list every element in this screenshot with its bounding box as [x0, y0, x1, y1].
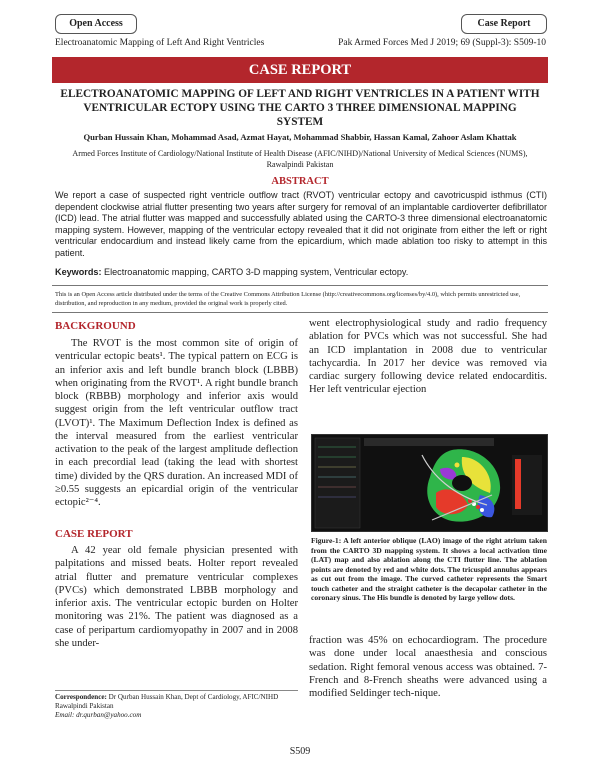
abstract-heading: ABSTRACT [271, 176, 329, 187]
divider-bottom [52, 312, 548, 313]
open-access-badge: Open Access [55, 14, 137, 34]
case-report-badge: Case Report [461, 14, 547, 34]
background-text: The RVOT is the most common site of origin of ventricular ectopic beats¹. The typical pattern on ECG is an inferior axis and left bundle branch block (LBBB) when originating from the RVOT¹. A right bundle branch block (RBBB) morphology and inferior axis would suggest origin from the left ventricular outflow tract (LVOT)¹. The Maximum Deflection Index is defined as the interval measured from the earliest ventricular activation to the peak of the largest amplitude deflection in each precordial lead (taking the lead with shortest time) divided by the QRS duration. An increased MDI of ≥0.55 suggests an epicardial origin of the ventricular ectopic²⁻⁴. [55, 338, 298, 508]
keywords-label: Keywords: [55, 267, 102, 277]
right-column-text: went electrophysiological study and radio frequency ablation for PVCs which was not successful. She had an ICD implantation in 2008 due to ventricular tachycardia. In 2017 her device was removed via cardiac surgery following device related endocarditis. Her left ventricular ejection [309, 318, 547, 396]
page-number: S509 [289, 746, 311, 757]
correspondence-text: Dr Qurban Hussain Khan, Dept of Cardiology, AFIC/NIHD Rawalpindi Pakistan [55, 693, 279, 711]
figure-caption: Figure-1: A left anterior oblique (LAO) image of the right atrium taken from the CARTO 3D mapping system. It shows a local activation time (LAT) map and also ablation along the CTI flutter line. The ablation points are denoted by red and white dots. The tricuspid annulus appears as cut out from the image. The curved catheter represents the Smart touch catheter and the straight catheter is the decapolar catheter in the coronary sinus. The His bundle is denoted by large yellow dots. [311, 536, 547, 602]
footnote-rule [55, 690, 298, 691]
keywords-text: Electroanatomic mapping, CARTO 3-D mapping system, Ventricular ectopy. [104, 267, 409, 277]
keywords [55, 267, 547, 277]
right-column-text-continued: fraction was 45% on echocardiogram. The procedure was done under local anaesthesia and conscious sedation. Right femoral venous access was obtained. 7-French and 8-French sheaths were advanced using a modified Seldinger tech-nique. [309, 635, 547, 699]
correspondence-label: Correspondence: [55, 693, 107, 701]
carto-map-image [312, 435, 547, 531]
abstract-text: We report a case of suspected right ventricle outflow tract (RVOT) ventricular ectopy and cavotricuspid isthmus (CTI) dependent clockwise atrial flutter presenting two years after surgery for removal of an implantable cardioverter defibrillator (ICD) lead. The atrial flutter was mapped and successfully ablated using the CARTO-3 three dimensional electroanatomic mapping system. However, mapping of the ventricular ectopy revealed that it did not originate from either the left or right ventricular endocardium and instead likely came from the epicardium, which made ablation too risky to attempt in this patient. [55, 190, 547, 258]
author-list: Qurban Hussain Khan, Mohammad Asad, Azmat Hayat, Mohammad Shabbir, Hassan Kamal, Zahoor Aslam Khattak [83, 132, 517, 142]
running-title: Electroanatomic Mapping of Left And Right Ventricles [55, 38, 265, 48]
correspondence [55, 693, 298, 721]
divider-top [52, 285, 548, 286]
journal-citation: Pak Armed Forces Med J 2019; 69 (Suppl-3): S509-10 [338, 38, 546, 48]
license-note: This is an Open Access article distributed under the terms of the Creative Commons Attribution License (http://creativecommons.org/licenses/by/4.0), which permits unrestricted use, distribution, and reproduction in any medium, provided the original work is properly cited. [55, 291, 521, 307]
case-report-heading: CASE REPORT [55, 528, 133, 540]
carto-map-figure [311, 434, 548, 532]
case-report-text: A 42 year old female physician presented with palpitations and missed beats. Holter report revealed atrial flutter and premature ventricular complexes (PVCs) which demonstrated LBBB morphology and inferior axis. The ventricular ectopic burden on Holter monitoring was 21%. The patient was diagnosed as a case of peripartum cardiomyopathy in 2007 and in 2008 she under- [55, 545, 298, 649]
article-title: ELECTROANATOMIC MAPPING OF LEFT AND RIGHT VENTRICLES IN A PATIENT WITH VENTRICULAR ECTOPY USING THE CARTO 3 THREE DIMENSIONAL MAPPING SYSTEM [60, 88, 540, 128]
case-report-banner: CASE REPORT [52, 57, 548, 83]
correspondence-email: Email: dr.qurban@yahoo.com [55, 711, 142, 720]
background-heading: BACKGROUND [55, 320, 136, 332]
affiliation: Armed Forces Institute of Cardiology/National Institute of Health Disease (AFIC/NIHD)/National University of Medical Sciences (NUMS), Rawalpindi Pakistan [72, 149, 528, 169]
